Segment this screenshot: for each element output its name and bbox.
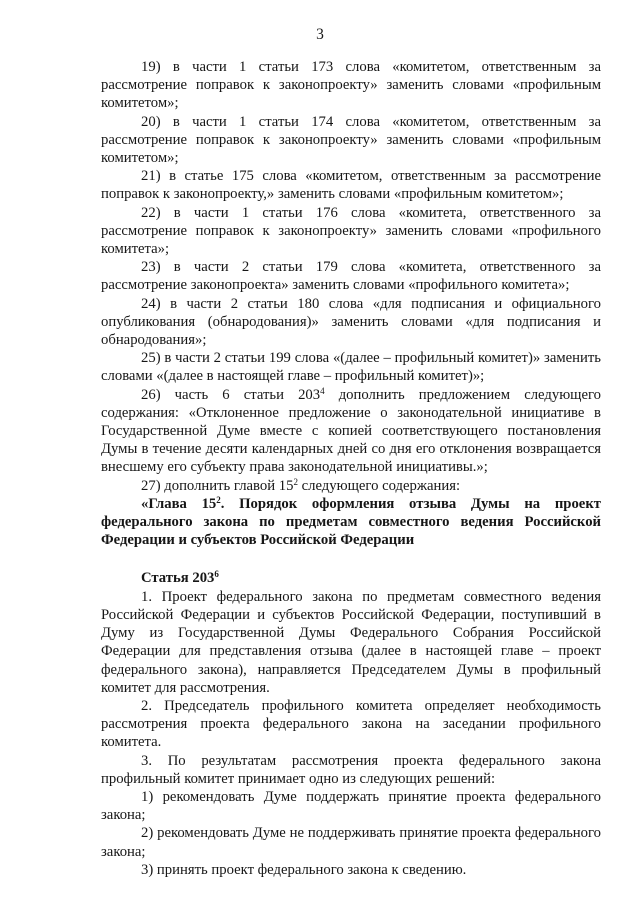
article-paragraph-3-option-2: 2) рекомендовать Думе не поддерживать принятие проекта федерального закона;: [101, 825, 601, 860]
chapter-heading-superscript: 2: [216, 494, 221, 505]
list-item-26-text-a: 26) часть 6 статьи 203: [141, 386, 321, 403]
list-item-19: 19) в части 1 статьи 173 слова «комитетом, ответственным за рассмотрение поправок к законопроекту» заменить словами «профильным комитетом»;: [101, 59, 601, 112]
article-paragraph-2: 2. Председатель профильного комитета определяет необходимость рассмотрения проекта федерального закона на заседании профильного комитета.: [101, 697, 601, 751]
article-paragraph-3-option-3: 3) принять проект федерального закона к сведению.: [141, 861, 467, 878]
list-item-23: 23) в части 2 статьи 179 слова «комитета, ответственного за рассмотрение законопроекта» заменить словами «профильного комитета»;: [101, 259, 601, 294]
list-item-26-text-b: дополнить предложением следующего содержания: «Отклоненное предложение о законодательной инициативе в Государственной Думе вместе с копией соответствующего постановления Думы в течение десяти календарных дней со дня его отклонения возвращается внесшему его субъекту права законодательной инициативы.»;: [101, 386, 601, 476]
article-heading-prefix: Статья 203: [141, 570, 215, 587]
list-item-27-text-a: 27) дополнить главой 15: [141, 477, 294, 494]
list-item-22: 22) в части 1 статьи 176 слова «комитета, ответственного за рассмотрение поправок к законопроекту» заменить словами «профильного комитета»;: [101, 204, 601, 258]
list-item-26-superscript: 4: [320, 385, 325, 396]
article-heading-superscript: 6: [214, 569, 219, 580]
chapter-heading-prefix: «Глава 15: [141, 495, 217, 512]
list-item-20: 20) в части 1 статьи 174 слова «комитетом, ответственным за рассмотрение поправок к законопроекту» заменить словами «профильным комитетом»;: [101, 113, 601, 167]
list-item-27: [101, 477, 601, 495]
article-paragraph-3: 3. По результатам рассмотрения проекта федерального закона профильный комитет принимает одно из следующих решений:: [101, 752, 601, 787]
page-number: 3: [316, 26, 324, 43]
chapter-heading: [101, 495, 601, 550]
article-paragraph-3-option-1: 1) рекомендовать Думе поддержать принятие проекта федерального закона;: [101, 788, 601, 824]
article-heading: [101, 569, 601, 587]
list-item-27-superscript: 2: [293, 476, 298, 487]
list-item-26: [101, 386, 601, 477]
chapter-heading-title: . Порядок оформления отзыва Думы на проект федерального закона по предметам совместного ведения Российской Федерации и субъектов Российской Федерации: [101, 495, 601, 549]
list-item-21: 21) в статье 175 слова «комитетом, ответственным за рассмотрение поправок к законопроекту,» заменить словами «профильным комитетом»;: [101, 168, 601, 203]
article-paragraph-1: 1. Проект федерального закона по предметам совместного ведения Российской Федерации и субъектов Российской Федерации, поступивший в Думу из Государственной Думы Федерального Собрания Российской Федерации для представления отзыва (далее в настоящей главе – проект федерального закона), направляется Председателем Думы в профильный комитет для рассмотрения.: [101, 588, 601, 696]
document-body: [101, 58, 601, 879]
list-item-24: 24) в части 2 статьи 180 слова «для подписания и официального опубликования (обнародования)» заменить словами «для подписания и обнародования»;: [101, 295, 601, 349]
list-item-25: 25) в части 2 статьи 199 слова «(далее – профильный комитет)» заменить словами «(далее в настоящей главе – профильный комитет)»;: [101, 350, 601, 385]
list-item-27-text-b: следующего содержания:: [297, 477, 461, 494]
